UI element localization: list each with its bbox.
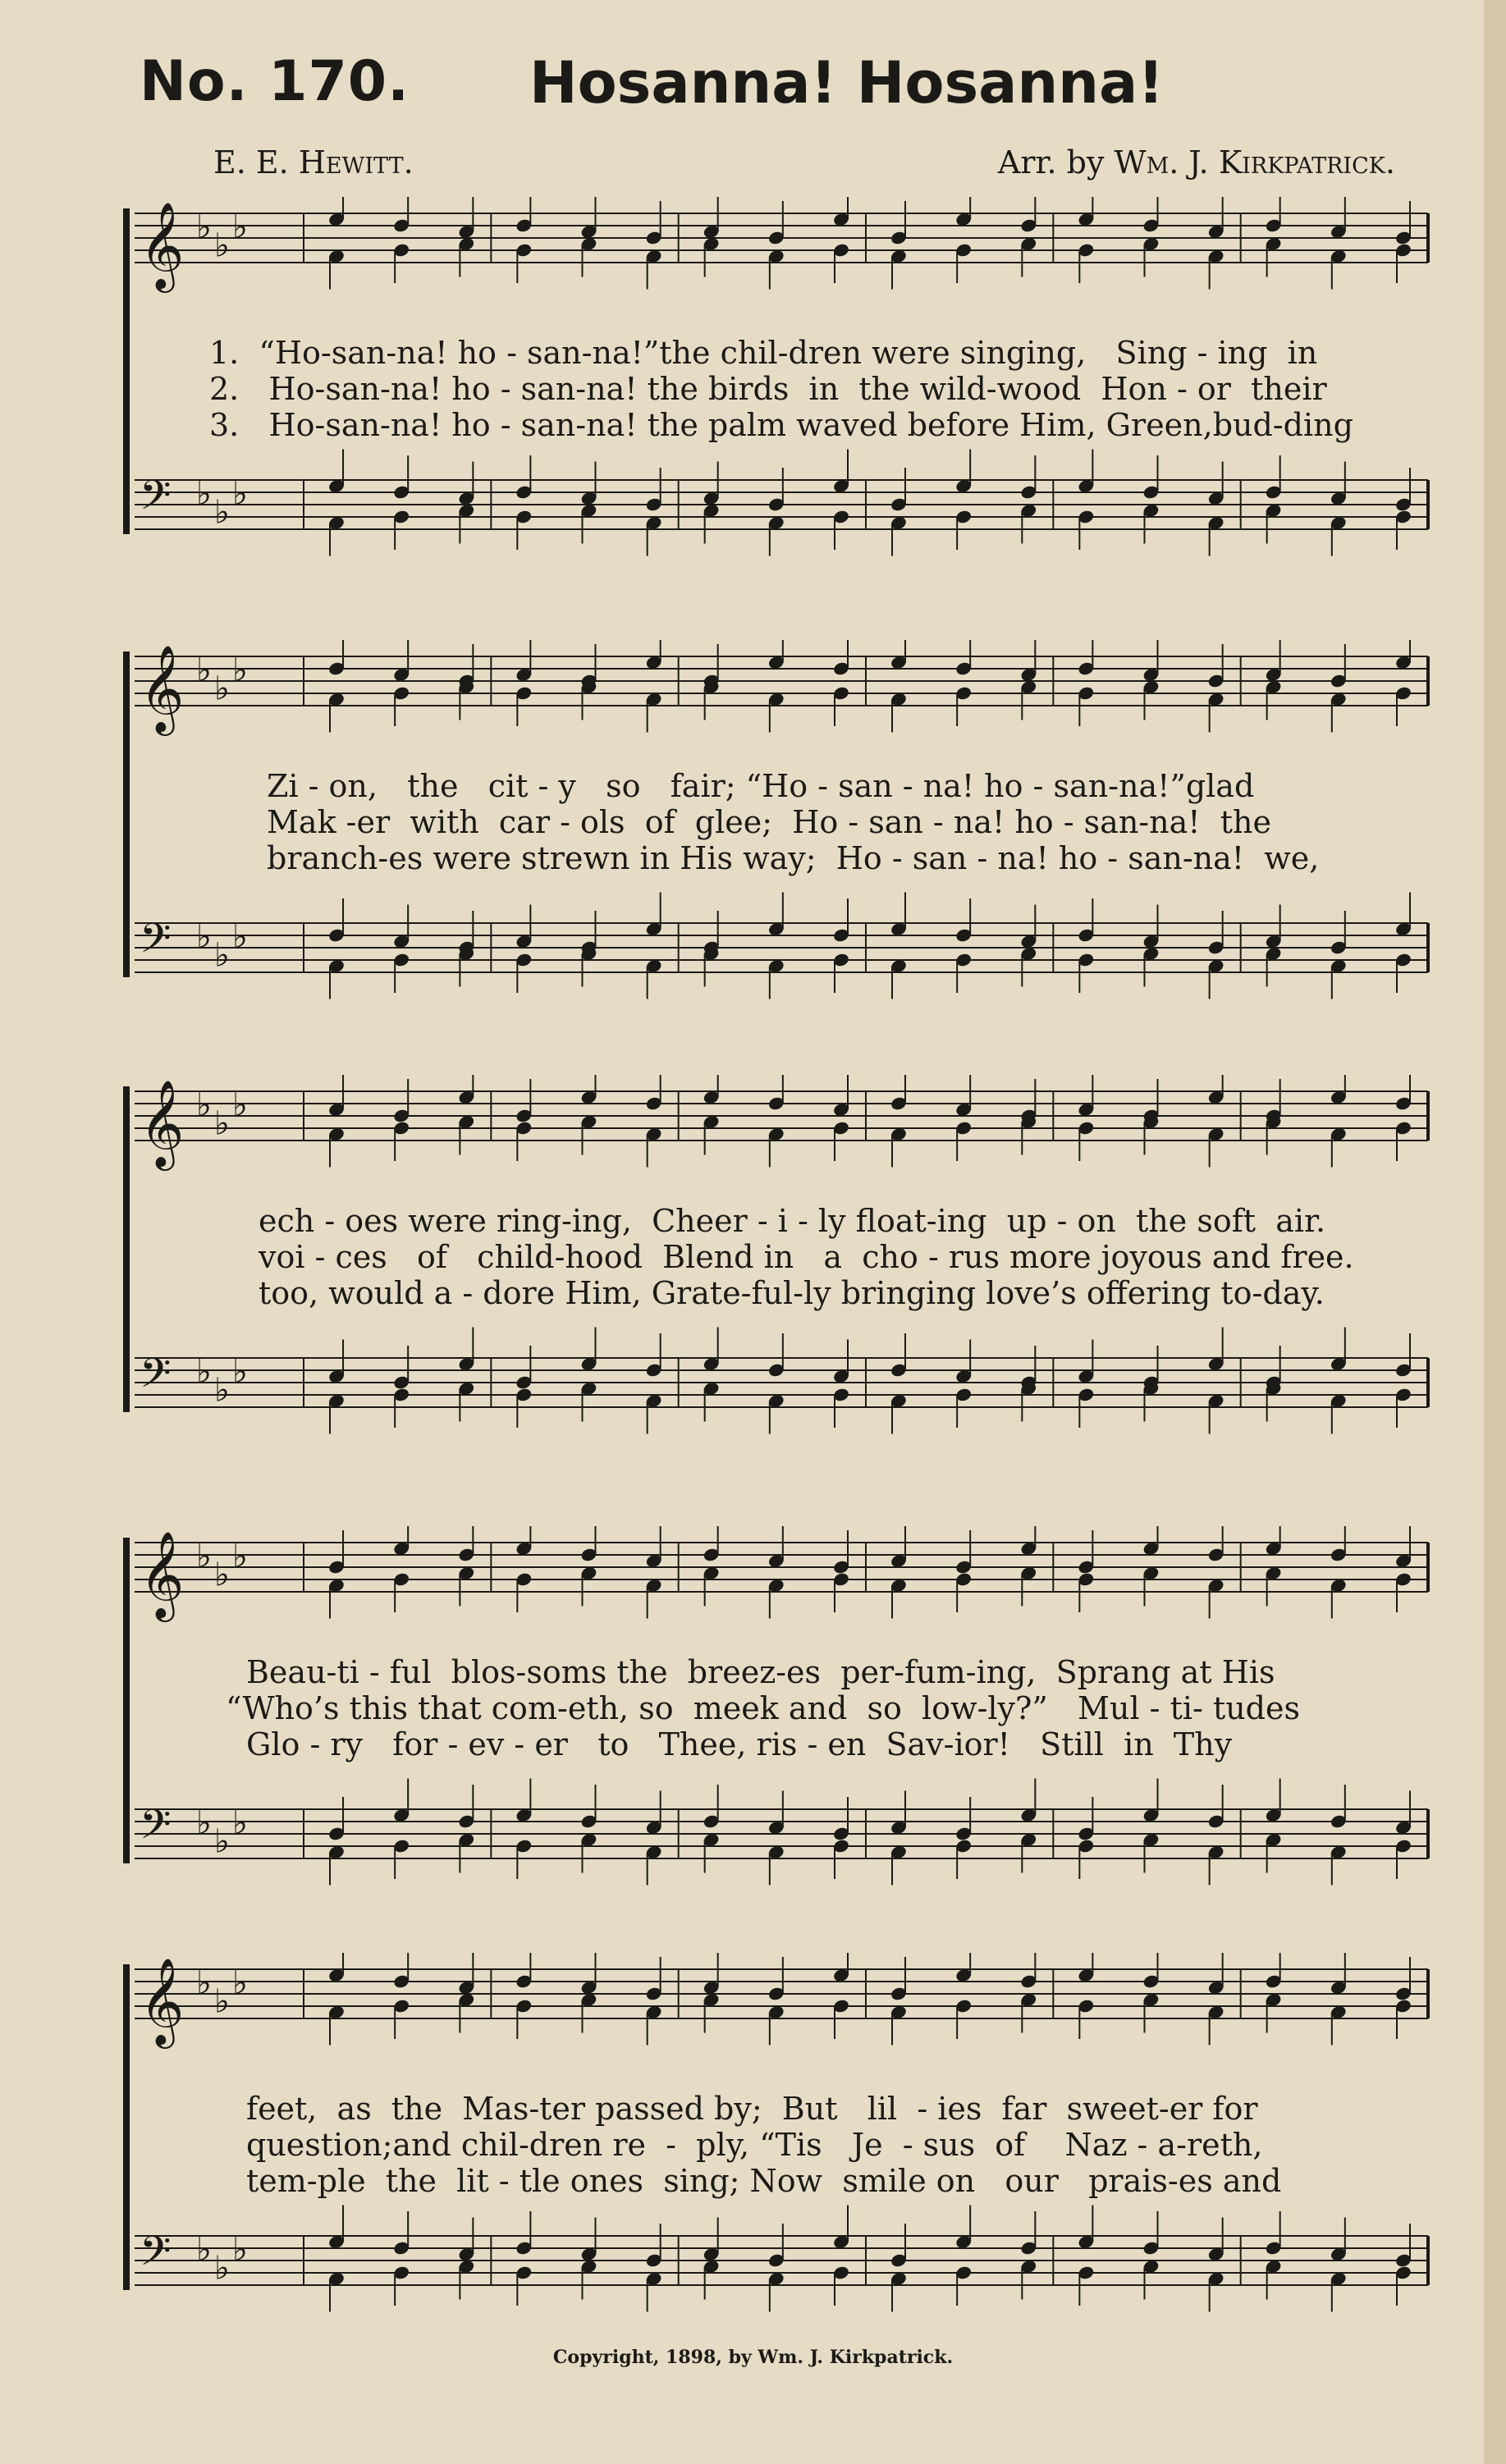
svg-text:𝄞: 𝄞 bbox=[140, 1530, 185, 1618]
svg-text:𝄞: 𝄞 bbox=[140, 1957, 185, 2045]
svg-text:♭: ♭ bbox=[232, 1804, 248, 1842]
svg-text:♭: ♭ bbox=[196, 1804, 212, 1842]
lyric-line-verse-1: Beau-ti - ful blos-soms the breez-es per-fum-ing, Sprang at His bbox=[246, 1654, 1275, 1690]
lyric-line-verse-3: branch-es were strewn in His way; Ho - san - na! ho - san-na! we, bbox=[267, 840, 1320, 876]
lyric-line-verse-2: “Who’s this that com-eth, so meek and so low-ly?” Mul - ti- tudes bbox=[226, 1690, 1300, 1726]
svg-text:♭: ♭ bbox=[232, 2231, 248, 2269]
svg-text:♭: ♭ bbox=[196, 918, 212, 956]
music-system-2 bbox=[123, 640, 1461, 1042]
svg-text:♭: ♭ bbox=[214, 1556, 230, 1594]
svg-text:𝄢: 𝄢 bbox=[140, 915, 172, 972]
svg-text:𝄞: 𝄞 bbox=[140, 1079, 185, 1167]
page-edge bbox=[1484, 0, 1506, 2464]
copyright-notice: Copyright, 1898, by Wm. J. Kirkpatrick. bbox=[552, 2347, 954, 2368]
lyric-line-verse-1: feet, as the Mas-ter passed by; But lil - ies far sweet-er for bbox=[246, 2091, 1258, 2127]
credits-line bbox=[213, 144, 1395, 185]
svg-text:𝄢: 𝄢 bbox=[140, 2228, 172, 2285]
svg-text:♭: ♭ bbox=[214, 936, 230, 975]
svg-text:♭: ♭ bbox=[232, 1964, 248, 2002]
svg-text:♭: ♭ bbox=[196, 1964, 212, 2002]
svg-text:𝄢: 𝄢 bbox=[140, 1350, 172, 1407]
svg-text:♭: ♭ bbox=[196, 651, 212, 689]
lyric-line-verse-1: ech - oes were ring-ing, Cheer - i - ly float-ing up - on the soft air. bbox=[259, 1203, 1326, 1239]
hymn-header bbox=[140, 49, 1453, 123]
arranger-prefix: Arr. by bbox=[997, 144, 1115, 181]
arranger-name: Wm. J. Kirkpatrick. bbox=[1114, 144, 1395, 181]
svg-text:♭: ♭ bbox=[214, 1371, 230, 1410]
hymn-number: No. 170. bbox=[140, 49, 410, 114]
svg-text:♭: ♭ bbox=[214, 670, 230, 708]
svg-text:♭: ♭ bbox=[214, 1822, 230, 1861]
svg-text:♭: ♭ bbox=[214, 1104, 230, 1143]
lyric-line-verse-2: voi - ces of child-hood Blend in a cho - rus more joyous and free. bbox=[259, 1239, 1354, 1275]
lyric-line-verse-2: Mak -er with car - ols of glee; Ho - san - na! ho - san-na! the bbox=[267, 804, 1271, 840]
svg-text:𝄞: 𝄞 bbox=[140, 201, 185, 289]
svg-text:♭: ♭ bbox=[232, 1086, 248, 1124]
svg-text:♭: ♭ bbox=[214, 493, 230, 532]
svg-text:♭: ♭ bbox=[232, 918, 248, 956]
svg-text:♭: ♭ bbox=[196, 2231, 212, 2269]
arranger-credit bbox=[998, 144, 1395, 181]
svg-text:♭: ♭ bbox=[196, 1086, 212, 1124]
svg-text:♭: ♭ bbox=[214, 2249, 230, 2288]
lyric-line-verse-1: Zi - on, the cit - y so fair; “Ho - san - na! ho - san-na!”glad bbox=[267, 768, 1255, 804]
svg-text:♭: ♭ bbox=[196, 1353, 212, 1391]
svg-text:𝄞: 𝄞 bbox=[140, 644, 185, 732]
music-system-3 bbox=[123, 1075, 1461, 1477]
lyric-line-verse-2: 2. Ho-san-na! ho - san-na! the birds in the wild-wood Hon - or their bbox=[209, 371, 1327, 407]
svg-text:♭: ♭ bbox=[214, 226, 230, 265]
svg-text:♭: ♭ bbox=[232, 475, 248, 513]
svg-text:𝄢: 𝄢 bbox=[140, 472, 172, 529]
hymn-title: Hosanna! Hosanna! bbox=[529, 49, 1165, 117]
music-system-4 bbox=[123, 1526, 1461, 1928]
svg-text:♭: ♭ bbox=[196, 475, 212, 513]
lyric-line-verse-3: tem-ple the lit - tle ones sing; Now smile on our prais-es and bbox=[246, 2163, 1282, 2199]
music-system-5 bbox=[123, 1953, 1461, 2355]
svg-text:♭: ♭ bbox=[232, 1353, 248, 1391]
svg-text:𝄢: 𝄢 bbox=[140, 1801, 172, 1858]
lyric-line-verse-2: question;and chil-dren re - ply, “Tis Je - sus of Naz - a-reth, bbox=[246, 2127, 1263, 2163]
svg-text:♭: ♭ bbox=[232, 651, 248, 689]
svg-text:♭: ♭ bbox=[232, 208, 248, 246]
lyric-line-verse-3: too, would a - dore Him, Grate-ful-ly bringing love’s offering to-day. bbox=[259, 1275, 1325, 1311]
lyric-line-verse-1: 1. “Ho-san-na! ho - san-na!”the chil-dren were singing, Sing - ing in bbox=[209, 335, 1318, 371]
svg-text:♭: ♭ bbox=[196, 1538, 212, 1575]
music-system-1 bbox=[123, 197, 1461, 599]
lyric-line-verse-3: Glo - ry for - ev - er to Thee, ris - en Sav-ior! Still in Thy bbox=[246, 1726, 1233, 1762]
lyricist-credit: E. E. Hewitt. bbox=[213, 144, 414, 181]
svg-text:♭: ♭ bbox=[232, 1538, 248, 1575]
lyric-line-verse-3: 3. Ho-san-na! ho - san-na! the palm waved before Him, Green,bud-ding bbox=[209, 407, 1353, 443]
svg-text:♭: ♭ bbox=[214, 1982, 230, 2021]
svg-text:♭: ♭ bbox=[196, 208, 212, 246]
